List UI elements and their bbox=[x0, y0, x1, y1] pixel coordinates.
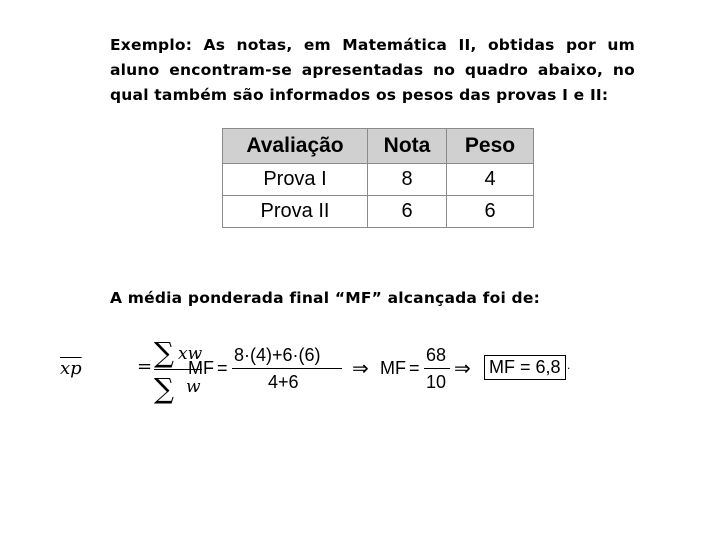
formula-lhs: $\overline{xp}$ bbox=[60, 358, 82, 379]
cell-avaliacao: Prova II bbox=[223, 196, 368, 228]
header-avaliacao: Avaliação bbox=[223, 129, 368, 164]
fraction-denominator: 10 bbox=[426, 372, 447, 392]
cell-nota: 8 bbox=[368, 164, 447, 196]
header-nota: Nota bbox=[368, 129, 447, 164]
formula-equals: = bbox=[137, 356, 153, 377]
cell-avaliacao: Prova I bbox=[223, 164, 368, 196]
mf-label: MF bbox=[188, 358, 214, 378]
fraction-numerator: 8·(4)+6·(6) bbox=[234, 345, 321, 365]
sum-symbol-numerator: ∑ bbox=[154, 336, 174, 369]
intro-paragraph: Exemplo: As notas, em Matemática II, obtidas por um aluno encontram-se apresentadas no quadro abaixo, no qual também são informados os pesos das provas I e II: bbox=[110, 36, 635, 104]
equals-sign: = bbox=[409, 358, 420, 378]
implies-arrow-icon: ⇒ bbox=[352, 358, 369, 380]
cell-nota: 6 bbox=[368, 196, 447, 228]
fraction-numerator: 68 bbox=[426, 345, 447, 365]
mf-label: MF bbox=[380, 358, 406, 378]
formula-denominator: w bbox=[186, 377, 201, 397]
grades-table bbox=[222, 128, 534, 228]
trailing-dot: . bbox=[567, 358, 571, 372]
fraction-bar bbox=[232, 368, 342, 369]
fraction-bar bbox=[424, 368, 450, 369]
cell-peso: 6 bbox=[447, 196, 534, 228]
mf-calculation bbox=[188, 344, 588, 394]
table-row bbox=[223, 196, 534, 228]
fraction-denominator: 4+6 bbox=[268, 372, 299, 392]
cell-peso: 4 bbox=[447, 164, 534, 196]
implies-arrow-icon: ⇒ bbox=[454, 358, 471, 380]
result-statement: A média ponderada final “MF” alcançada foi de: bbox=[110, 289, 540, 307]
sum-symbol-denominator: ∑ bbox=[154, 372, 174, 405]
header-peso: Peso bbox=[447, 129, 534, 164]
table-row bbox=[223, 164, 534, 196]
final-result: MF = 6,8 bbox=[484, 355, 566, 380]
equals-sign: = bbox=[217, 358, 228, 378]
table-header-row bbox=[223, 129, 534, 164]
formula-numerator: xw bbox=[178, 344, 203, 364]
